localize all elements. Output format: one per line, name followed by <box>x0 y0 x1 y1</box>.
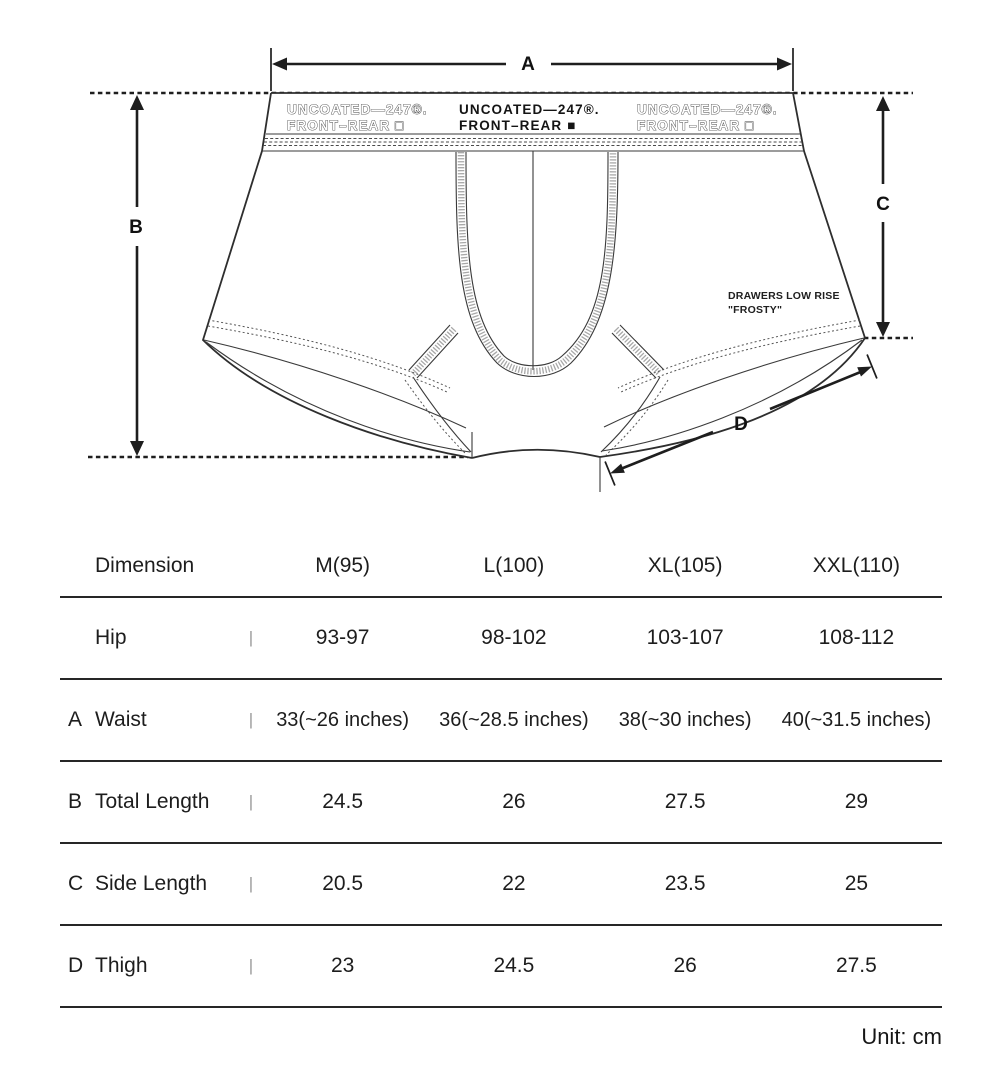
table-row-waist <box>60 680 942 762</box>
row-separator: | <box>248 956 254 975</box>
row-value: 23.5 <box>664 872 706 895</box>
dimension-label-d: D <box>734 414 748 435</box>
row-separator: | <box>248 628 254 647</box>
row-value: 27.5 <box>664 790 706 813</box>
product-note-line2: "FROSTY" <box>728 304 783 316</box>
dimension-arrow-c <box>876 96 890 337</box>
row-value: 24.5 <box>322 790 364 813</box>
waistband-right-line1: UNCOATED—247®. <box>637 102 778 117</box>
row-label: Side Length <box>95 872 208 895</box>
row-label: Total Length <box>95 790 210 813</box>
dimension-label-b: B <box>129 217 143 238</box>
row-value: 25 <box>844 872 869 895</box>
row-value: 38(~30 inches) <box>618 708 752 731</box>
row-value: 24.5 <box>493 954 535 977</box>
dimension-label-a: A <box>521 54 535 75</box>
row-value: 98-102 <box>481 626 547 649</box>
row-label: Waist <box>95 708 147 731</box>
size-table-header-row <box>60 536 942 598</box>
table-row-hip <box>60 598 942 680</box>
waistband-left-line2: FRONT–REAR □ <box>287 118 405 133</box>
row-prefix: C <box>68 872 84 895</box>
row-prefix: A <box>68 708 83 731</box>
row-label: Thigh <box>95 954 148 977</box>
row-value: 103-107 <box>646 626 724 649</box>
row-label: Hip <box>95 626 127 649</box>
dimension-arrow-a <box>271 48 793 91</box>
row-value: 33(~26 inches) <box>276 708 410 731</box>
row-value: 93-97 <box>315 626 370 649</box>
row-prefix: B <box>68 790 83 813</box>
unit-note: Unit: cm <box>861 1024 942 1049</box>
header-dimension: Dimension <box>95 554 195 577</box>
garment-body-fill <box>203 93 865 458</box>
size-table <box>60 536 942 1008</box>
table-row-side-length <box>60 844 942 926</box>
row-separator: | <box>248 710 254 729</box>
row-value: 108-112 <box>818 626 895 649</box>
table-row-thigh <box>60 926 942 1008</box>
header-col-l: L(100) <box>483 554 545 577</box>
row-prefix: D <box>68 954 84 977</box>
row-value: 26 <box>502 790 526 813</box>
header-col-m: M(95) <box>315 554 371 577</box>
row-separator: | <box>248 792 254 811</box>
row-value: 29 <box>844 790 869 813</box>
table-row-total-length <box>60 762 942 844</box>
row-value: 22 <box>502 872 526 895</box>
header-col-xxl: XXL(110) <box>812 554 900 577</box>
garment-diagram <box>0 0 1000 524</box>
row-value: 36(~28.5 inches) <box>439 708 589 731</box>
product-note-line1: DRAWERS LOW RISE <box>728 290 840 302</box>
waistband-center-line1: UNCOATED—247®. <box>459 102 600 117</box>
row-value: 40(~31.5 inches) <box>781 708 932 731</box>
dimension-label-c: C <box>876 194 890 215</box>
waistband-left-line1: UNCOATED—247®. <box>287 102 428 117</box>
row-separator: | <box>248 874 254 893</box>
row-value: 20.5 <box>322 872 364 895</box>
waistband-right-line2: FRONT–REAR □ <box>637 118 755 133</box>
row-value: 27.5 <box>835 954 877 977</box>
waistband-center-line2: FRONT–REAR ■ <box>459 118 577 133</box>
header-col-xl: XL(105) <box>647 554 723 577</box>
row-value: 26 <box>673 954 697 977</box>
dimension-arrow-b <box>129 95 144 456</box>
row-value: 23 <box>330 954 355 977</box>
